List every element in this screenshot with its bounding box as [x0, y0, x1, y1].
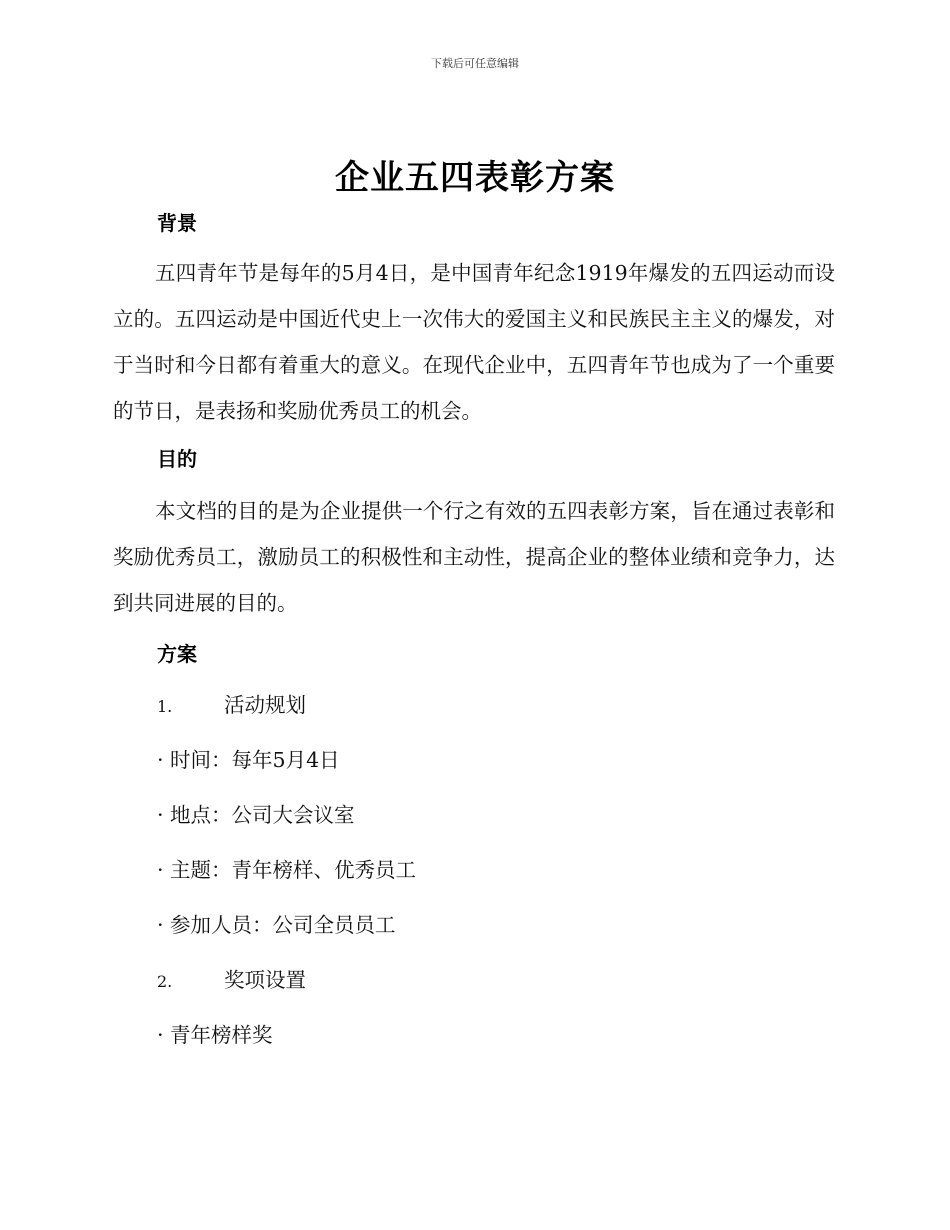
- section-heading-plan: 方案: [157, 642, 197, 666]
- page-header-note: 下载后可任意编辑: [431, 57, 519, 70]
- background-paragraph: 五四青年节是每年的5月4日，是中国青年纪念1919年爆发的五四运动而设立的。五四运动是中国近代史上一次伟大的爱国主义和民族民主主义的爆发，对于当时和今日都有着重大的意义。在现代企业中，五四青年节也成为了一个重要的节日，是表扬和奖励优秀员工的机会。: [113, 261, 835, 423]
- list-number: 1.: [157, 697, 173, 716]
- purpose-paragraph: 本文档的目的是为企业提供一个行之有效的五四表彰方案，旨在通过表彰和奖励优秀员工，激励员工的积极性和主动性，提高企业的整体业绩和竞争力，达到共同进展的目的。: [113, 499, 835, 615]
- list-item-bullet: · 青年榜样奖: [157, 1023, 273, 1047]
- list-label: 活动规划: [224, 693, 306, 717]
- list-item-bullet: · 参加人员：公司全员员工: [157, 913, 396, 937]
- list-label: 奖项设置: [224, 968, 306, 992]
- list-item-bullet: · 地点：公司大会议室: [157, 803, 355, 827]
- list-number: 2.: [157, 972, 173, 991]
- list-item-bullet: · 主题：青年榜样、优秀员工: [157, 858, 417, 882]
- section-heading-background: 背景: [157, 211, 197, 235]
- document-title: 企业五四表彰方案: [335, 158, 615, 198]
- section-heading-purpose: 目的: [157, 447, 197, 471]
- list-item-numbered: [157, 965, 306, 997]
- list-item-numbered: [157, 690, 306, 722]
- list-item-bullet: · 时间：每年5月4日: [157, 748, 340, 772]
